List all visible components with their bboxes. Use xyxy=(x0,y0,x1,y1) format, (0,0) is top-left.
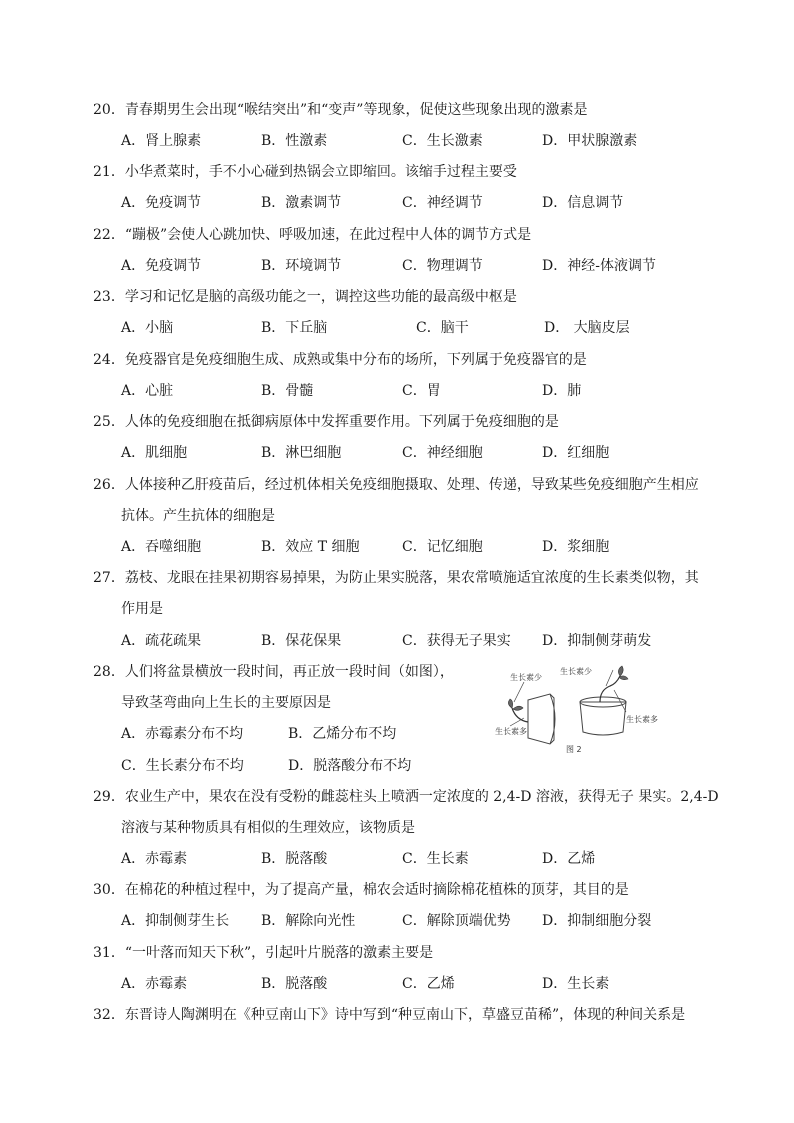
options-22 xyxy=(121,256,721,276)
option-b[interactable]: B．效应 T 细胞 xyxy=(261,539,360,555)
option-a[interactable]: A．肾上腺素 xyxy=(121,133,202,149)
option-c[interactable]: C．记忆细胞 xyxy=(402,539,483,555)
options-29 xyxy=(121,849,721,869)
options-30 xyxy=(121,911,721,931)
options-24 xyxy=(121,381,721,401)
option-c[interactable]: C．脑干 xyxy=(416,320,469,336)
question-22: 22．“蹦极”会使人心跳加快、呼吸加速，在此过程中人体的调节方式是 xyxy=(93,227,532,243)
option-b[interactable]: B．骨髓 xyxy=(261,383,314,399)
options-28-row1 xyxy=(121,724,461,744)
option-a[interactable]: A．抑制侧芽生长 xyxy=(121,913,230,929)
option-a[interactable]: A．心脏 xyxy=(121,383,174,399)
option-d[interactable]: D．甲状腺激素 xyxy=(542,133,638,149)
options-20 xyxy=(121,131,721,151)
option-d[interactable]: D．信息调节 xyxy=(542,195,624,211)
option-c[interactable]: C．物理调节 xyxy=(402,258,483,274)
question-30: 30．在棉花的种植过程中，为了提高产量，棉农会适时摘除棉花植株的顶芽，其目的是 xyxy=(93,882,629,898)
question-25: 25．人体的免疫细胞在抵御病原体中发挥重要作用。下列属于免疫细胞的是 xyxy=(93,414,559,430)
option-d[interactable]: D．肺 xyxy=(542,383,582,399)
question-27: 27．荔枝、龙眼在挂果初期容易掉果，为防止果实脱落，果农常喷施适宜浓度的生长素类似物，其 xyxy=(93,570,699,586)
options-21 xyxy=(121,193,721,213)
option-b[interactable]: B．解除向光性 xyxy=(261,913,356,929)
label-right: 生长素多 xyxy=(626,715,658,724)
question-26-cont: 抗体。产生抗体的细胞是 xyxy=(121,508,275,524)
option-a[interactable]: A．赤霉素 xyxy=(121,851,188,867)
options-28-row2 xyxy=(121,756,461,776)
option-b[interactable]: B．性激素 xyxy=(261,133,328,149)
option-c[interactable]: C．胃 xyxy=(402,383,441,399)
question-29: 29．农业生产中，果农在没有受粉的雌蕊柱头上喷洒一定浓度的 2,4-D 溶液，获得无子 果实。2,4-D xyxy=(93,789,719,805)
option-a[interactable]: A．赤霉素 xyxy=(121,976,188,992)
option-c[interactable]: C．神经调节 xyxy=(402,195,483,211)
option-d[interactable]: D．生长素 xyxy=(542,976,610,992)
option-b[interactable]: B．乙烯分布不均 xyxy=(288,726,397,742)
question-31: 31．“一叶落而知天下秋”，引起叶片脱落的激素主要是 xyxy=(93,945,434,961)
options-26 xyxy=(121,537,721,557)
label-top-left: 生长素少 xyxy=(510,673,542,682)
option-a[interactable]: A．肌细胞 xyxy=(121,445,188,461)
option-a[interactable]: A．疏花疏果 xyxy=(121,633,202,649)
question-26: 26．人体接种乙肝疫苗后，经过机体相关免疫细胞摄取、处理、传递，导致某些免疫细胞产生相应 xyxy=(93,477,699,493)
option-d[interactable]: D．抑制侧芽萌发 xyxy=(542,633,652,649)
options-27 xyxy=(121,631,721,651)
option-d[interactable]: D．红细胞 xyxy=(542,445,610,461)
options-23 xyxy=(121,318,721,338)
question-20: 20．青春期男生会出现“喉结突出”和“变声”等现象，促使这些现象出现的激素是 xyxy=(93,102,588,118)
option-d[interactable]: D． 大脑皮层 xyxy=(544,320,630,336)
option-b[interactable]: B．激素调节 xyxy=(261,195,342,211)
question-29-cont: 溶液与某种物质具有相似的生理效应，该物质是 xyxy=(121,820,415,836)
bonsai-figure xyxy=(480,662,710,764)
upright-pot xyxy=(580,666,628,735)
option-b[interactable]: B．脱落酸 xyxy=(261,976,328,992)
question-24: 24．免疫器官是免疫细胞生成、成熟或集中分布的场所，下列属于免疫器官的是 xyxy=(93,352,587,368)
option-d[interactable]: D．脱落酸分布不均 xyxy=(288,758,412,774)
option-c[interactable]: C．解除顶端优势 xyxy=(402,913,511,929)
option-c[interactable]: C．生长素 xyxy=(402,851,469,867)
options-31 xyxy=(121,974,721,994)
option-c[interactable]: C．乙烯 xyxy=(402,976,455,992)
option-d[interactable]: D．抑制细胞分裂 xyxy=(542,913,652,929)
label-top-right: 生长素少 xyxy=(560,667,592,676)
figure-caption: 图 2 xyxy=(566,745,582,754)
option-a[interactable]: A．赤霉素分布不均 xyxy=(121,726,244,742)
question-28-cont: 导致茎弯曲向上生长的主要原因是 xyxy=(121,695,331,711)
option-c[interactable]: C．神经细胞 xyxy=(402,445,483,461)
bonsai-diagram xyxy=(480,662,710,764)
option-a[interactable]: A．免疫调节 xyxy=(121,258,202,274)
question-28: 28．人们将盆景横放一段时间，再正放一段时间（如图）， xyxy=(93,664,454,680)
option-a[interactable]: A．吞噬细胞 xyxy=(121,539,202,555)
option-d[interactable]: D．乙烯 xyxy=(542,851,596,867)
option-d[interactable]: D．神经-体液调节 xyxy=(542,258,656,274)
option-b[interactable]: B．脱落酸 xyxy=(261,851,328,867)
question-23: 23．学习和记忆是脑的高级功能之一，调控这些功能的最高级中枢是 xyxy=(93,289,517,305)
option-b[interactable]: B．淋巴细胞 xyxy=(261,445,342,461)
option-a[interactable]: A．小脑 xyxy=(121,320,174,336)
question-27-cont: 作用是 xyxy=(121,601,163,617)
options-25 xyxy=(121,443,721,463)
option-b[interactable]: B．下丘脑 xyxy=(261,320,328,336)
option-b[interactable]: B．环境调节 xyxy=(261,258,342,274)
question-21: 21．小华煮菜时，手不小心碰到热锅会立即缩回。该缩手过程主要受 xyxy=(93,164,517,180)
option-c[interactable]: C．生长素分布不均 xyxy=(121,758,244,774)
option-c[interactable]: C．生长激素 xyxy=(402,133,483,149)
option-a[interactable]: A．免疫调节 xyxy=(121,195,202,211)
question-32: 32．东晋诗人陶渊明在《种豆南山下》诗中写到“种豆南山下，草盛豆苗稀”，体现的种间关系是 xyxy=(93,1007,686,1023)
option-d[interactable]: D．浆细胞 xyxy=(542,539,610,555)
option-b[interactable]: B．保花保果 xyxy=(261,633,342,649)
label-bottom-left: 生长素多 xyxy=(495,727,527,736)
option-c[interactable]: C．获得无子果实 xyxy=(402,633,511,649)
